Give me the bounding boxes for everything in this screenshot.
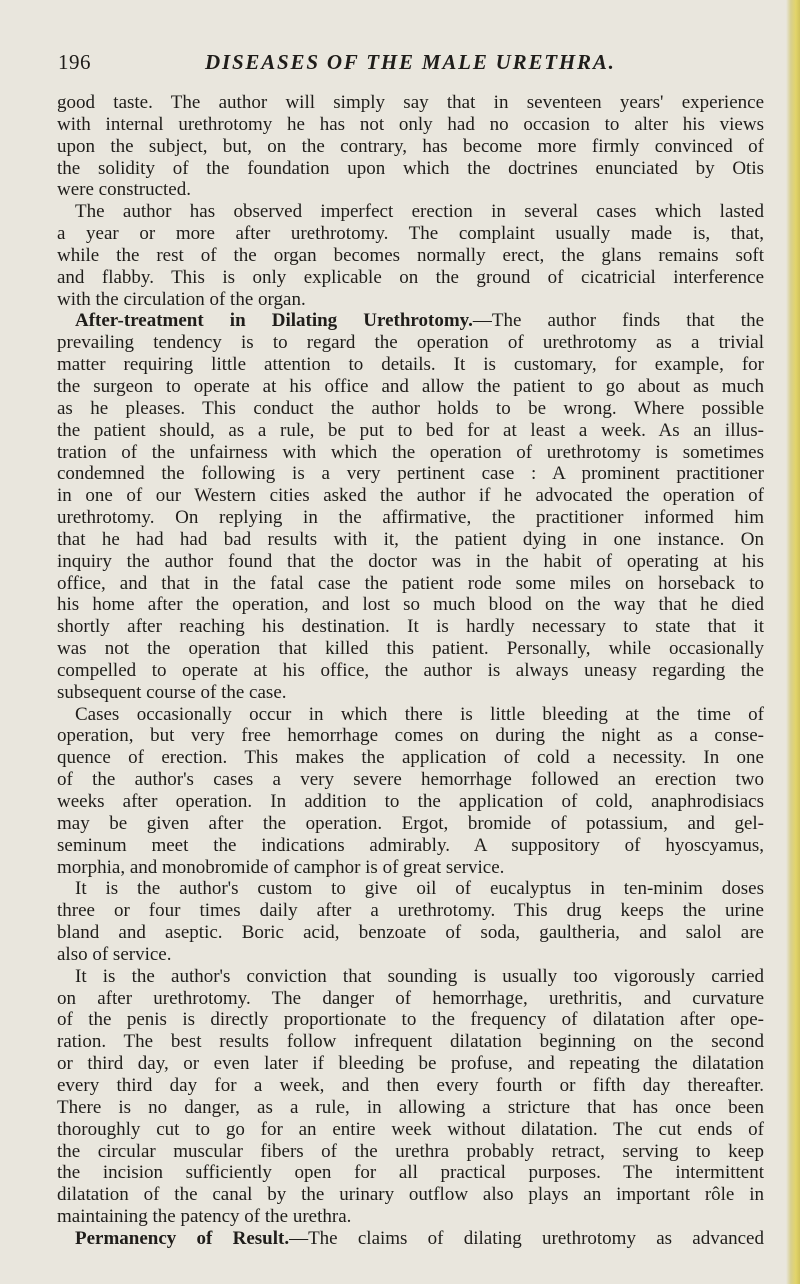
text-line <box>57 1141 764 1163</box>
line-text: ration. The best results follow infrequent dilatation beginning on the second <box>57 1031 764 1053</box>
line-text: —The claims of dilating urethrotomy as advanced <box>289 1227 764 1249</box>
text-line <box>57 92 764 114</box>
text-line <box>57 878 764 900</box>
line-text: of the penis is directly proportionate to the frequency of dilatation after ope- <box>57 1009 764 1031</box>
text-line <box>57 835 764 857</box>
text-line <box>57 114 764 136</box>
line-text: dilatation of the canal by the urinary outflow also plays an important rôle in <box>57 1184 764 1206</box>
line-text: a year or more after urethrotomy. The complaint usually made is, that, <box>57 223 764 245</box>
text-line <box>57 725 764 747</box>
text-line <box>57 289 764 311</box>
text-line <box>57 551 764 573</box>
text-line <box>57 747 764 769</box>
line-text: Cases occasionally occur in which there is little bleeding at the time of <box>75 703 764 725</box>
text-line <box>57 136 764 158</box>
line-text: It is the author's custom to give oil of eucalyptus in ten-minim doses <box>75 878 764 900</box>
line-text: compelled to operate at his office, the author is always uneasy regarding the <box>57 659 764 681</box>
text-line <box>57 398 764 420</box>
text-line <box>57 442 764 464</box>
line-text: may be given after the operation. Ergot, bromide of potassium, and gel- <box>57 812 764 834</box>
text-line <box>57 507 764 529</box>
line-text: inquiry the author found that the doctor was in the habit of operating at his <box>57 550 764 572</box>
line-text: prevailing tendency is to regard the operation of urethrotomy as a trivial <box>57 332 764 354</box>
line-text: —The author finds that the <box>472 310 765 332</box>
text-line <box>57 791 764 813</box>
text-line <box>57 1031 764 1053</box>
line-text: that he had had bad results with it, the patient dying in one instance. On <box>57 528 764 550</box>
text-line <box>57 813 764 835</box>
line-text: shortly after reaching his destination. It is hardly necessary to state that it <box>57 616 764 638</box>
line-text: It is the author's conviction that sounding is usually too vigorously carried <box>75 965 764 987</box>
line-text: urethrotomy. On replying in the affirmative, the practitioner informed him <box>57 507 764 529</box>
text-line <box>57 922 764 944</box>
text-line <box>57 223 764 245</box>
text-line <box>57 704 764 726</box>
text-line <box>57 245 764 267</box>
line-text: as he pleases. This conduct the author holds to be wrong. Where possible <box>57 397 764 419</box>
line-text: good taste. The author will simply say that in seventeen years' experience <box>57 92 764 113</box>
page-header <box>58 50 758 80</box>
text-line <box>57 1009 764 1031</box>
text-line <box>57 529 764 551</box>
line-text: upon the subject, but, on the contrary, has become more firmly convinced of <box>57 135 764 157</box>
text-line <box>57 988 764 1010</box>
line-text: also of service. <box>57 943 172 965</box>
text-line <box>57 1206 764 1228</box>
text-line <box>57 354 764 376</box>
text-line <box>57 376 764 398</box>
line-text: tration of the unfairness with which the operation of urethrotomy is sometimes <box>57 441 764 463</box>
text-line <box>57 594 764 616</box>
line-text: were constructed. <box>57 179 191 201</box>
text-line <box>57 1075 764 1097</box>
line-text: of the author's cases a very severe hemorrhage followed an erection two <box>57 769 764 791</box>
line-text: maintaining the patency of the urethra. <box>57 1206 352 1228</box>
line-text: every third day for a week, and then every fourth or fifth day thereafter. <box>57 1074 764 1096</box>
text-line <box>57 900 764 922</box>
body-text <box>57 92 764 1250</box>
line-text: in one of our Western cities asked the author if he advocated the operation of <box>57 485 764 507</box>
section-heading: Permanency of Result. <box>75 1227 290 1249</box>
text-line <box>57 1162 764 1184</box>
line-text: subsequent course of the case. <box>57 681 287 703</box>
text-line <box>57 310 764 332</box>
line-text: bland and aseptic. Boric acid, benzoate of soda, gaultheria, and salol are <box>57 922 764 944</box>
line-text: with the circulation of the organ. <box>57 288 306 310</box>
line-text: on after urethrotomy. The danger of hemorrhage, urethritis, and curvature <box>57 987 764 1009</box>
line-text: the solidity of the foundation upon which the doctrines enunciated by Otis <box>57 157 764 179</box>
text-line <box>57 485 764 507</box>
text-line <box>57 573 764 595</box>
text-line <box>57 267 764 289</box>
line-text: seminum meet the indications admirably. A suppository of hyoscyamus, <box>57 834 764 856</box>
text-line <box>57 616 764 638</box>
line-text: quence of erection. This makes the application of cold a necessity. In one <box>57 747 764 769</box>
text-line <box>57 463 764 485</box>
text-line <box>57 1184 764 1206</box>
line-text: or third day, or even later if bleeding be profuse, and repeating the dilatation <box>57 1053 764 1075</box>
text-line <box>57 420 764 442</box>
running-title: DISEASES OF THE MALE URETHRA. <box>205 50 616 74</box>
line-text: was not the operation that killed this patient. Personally, while occasionally <box>57 638 764 660</box>
page-number: 196 <box>58 50 91 74</box>
text-line <box>57 332 764 354</box>
text-line <box>57 1053 764 1075</box>
line-text: the patient should, as a rule, be put to bed for at least a week. As an illus- <box>57 419 764 441</box>
text-line <box>57 638 764 660</box>
line-text: while the rest of the organ becomes normally erect, the glans remains soft <box>57 244 764 266</box>
line-text: operation, but very free hemorrhage comes on during the night as a conse- <box>57 725 764 747</box>
line-text: his home after the operation, and lost so much blood on the way that he died <box>57 594 764 616</box>
line-text: the surgeon to operate at his office and allow the patient to go about as much <box>57 375 764 397</box>
line-text: with internal urethrotomy he has not only had no occasion to alter his views <box>57 113 764 135</box>
line-text: thoroughly cut to go for an entire week without dilatation. The cut ends of <box>57 1118 764 1140</box>
line-text: There is no danger, as a rule, in allowing a stricture that has once been <box>57 1096 764 1118</box>
page-edge <box>786 0 800 1284</box>
section-heading: After-treatment in Dilating Urethrotomy. <box>75 310 473 332</box>
text-line <box>57 1119 764 1141</box>
line-text: weeks after operation. In addition to the application of cold, anaphrodisiacs <box>57 791 764 812</box>
line-text: The author has observed imperfect erection in several cases which lasted <box>75 201 764 223</box>
line-text: condemned the following is a very pertinent case : A prominent practitioner <box>57 463 764 485</box>
text-line <box>57 1228 764 1250</box>
line-text: morphia, and monobromide of camphor is of great service. <box>57 856 505 878</box>
text-line <box>57 857 764 879</box>
text-line <box>57 966 764 988</box>
text-line <box>57 660 764 682</box>
line-text: three or four times daily after a urethrotomy. This drug keeps the urine <box>57 900 764 922</box>
line-text: and flabby. This is only explicable on the ground of cicatricial interference <box>57 266 764 288</box>
text-line <box>57 682 764 704</box>
text-line <box>57 769 764 791</box>
text-line <box>57 201 764 223</box>
text-line <box>57 1097 764 1119</box>
line-text: matter requiring little attention to details. It is customary, for example, for <box>57 354 764 376</box>
text-line <box>57 944 764 966</box>
line-text: the incision sufficiently open for all practical purposes. The intermittent <box>57 1162 764 1184</box>
text-line <box>57 179 764 201</box>
line-text: the circular muscular fibers of the urethra probably retract, serving to keep <box>57 1140 764 1162</box>
line-text: office, and that in the fatal case the patient rode some miles on horseback to <box>57 572 764 594</box>
text-line <box>57 158 764 180</box>
